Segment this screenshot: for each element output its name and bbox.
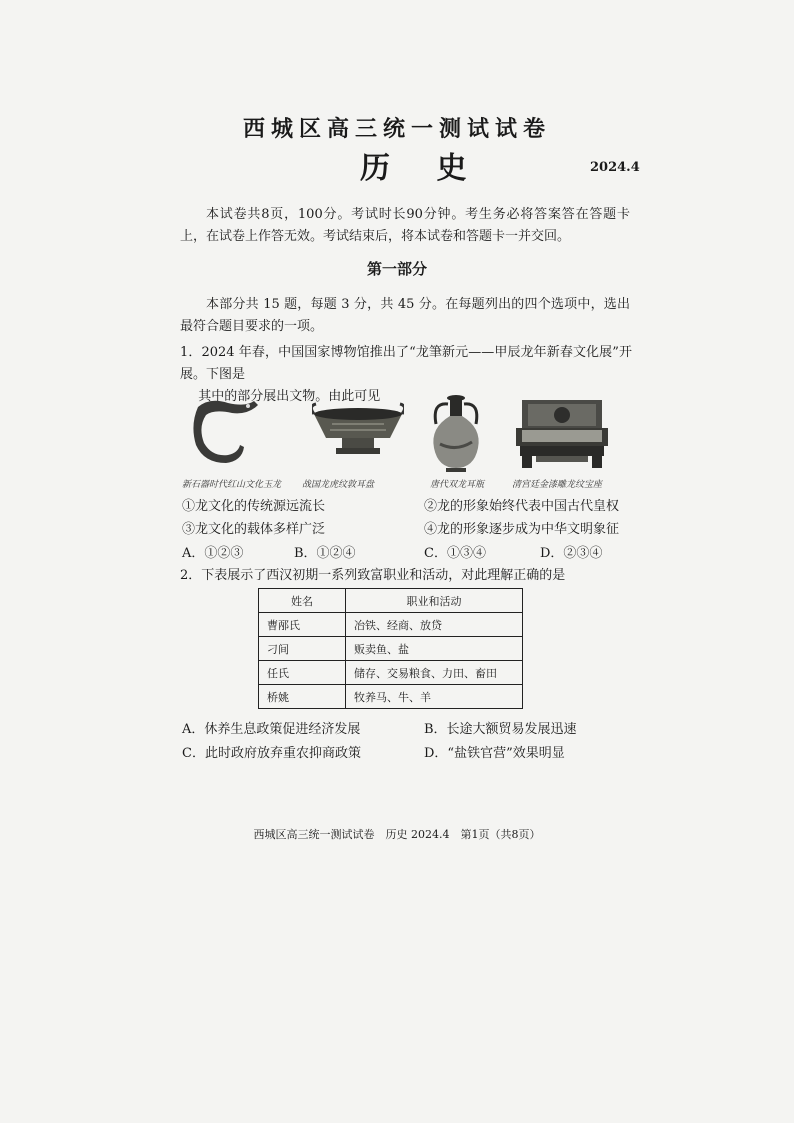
caption-throne: 清宫廷金漆雕龙纹宝座 <box>512 480 603 490</box>
table-cell-name: 刁间 <box>259 637 346 661</box>
caption-tang-vase: 唐代双龙耳瓶 <box>430 480 485 490</box>
table-cell-activity: 牧养马、牛、羊 <box>346 685 523 709</box>
table-header-name: 姓名 <box>259 589 346 613</box>
caption-bronze-plate: 战国龙虎纹敦耳盘 <box>302 480 375 490</box>
bronze-plate-image <box>312 400 404 462</box>
q2-option-a[interactable]: A．休养生息政策促进经济发展 <box>182 722 361 737</box>
caption-jade-dragon: 新石器时代红山文化玉龙 <box>182 480 282 490</box>
question-1-stem-line1: 1．2024 年春，中国国家博物馆推出了“龙筆新元——甲辰龙年新春文化展”开展。下图是 <box>180 345 632 382</box>
throne-image <box>512 398 612 470</box>
q1-option-c[interactable]: C．①③④ <box>424 546 486 561</box>
q1-statement-2: ②龙的形象始终代表中国古代皇权 <box>424 499 620 514</box>
tang-vase-image <box>426 394 486 474</box>
table-row <box>259 613 523 637</box>
table-header-row <box>259 589 523 613</box>
q2-option-b[interactable]: B．长途大额贸易发展迅速 <box>424 722 577 737</box>
q1-option-d[interactable]: D．②③④ <box>540 546 603 561</box>
table-cell-name: 桥姚 <box>259 685 346 709</box>
q1-option-b[interactable]: B．①②④ <box>294 546 356 561</box>
table-cell-activity: 储存、交易粮食、力田、畜田 <box>346 661 523 685</box>
jade-dragon-image <box>188 395 268 467</box>
table-row <box>259 685 523 709</box>
section-intro: 本部分共 15 题，每题 3 分，共 45 分。在每题列出的四个选项中，选出最符合题目要求的一项。 <box>180 297 630 334</box>
table-row <box>259 637 523 661</box>
q1-statement-1: ①龙文化的传统源远流长 <box>182 499 326 514</box>
table-header-activity: 职业和活动 <box>346 589 523 613</box>
table-cell-activity: 贩卖鱼、盐 <box>346 637 523 661</box>
table-cell-name: 任氏 <box>259 661 346 685</box>
table-cell-activity: 冶铁、经商、放贷 <box>346 613 523 637</box>
subject-title: 历 史 <box>360 151 485 186</box>
table-cell-name: 曹邴氏 <box>259 613 346 637</box>
q2-table <box>258 588 523 709</box>
q1-option-a[interactable]: A．①②③ <box>182 546 244 561</box>
table-row <box>259 661 523 685</box>
question-2-stem: 2．下表展示了西汉初期一系列致富职业和活动，对此理解正确的是 <box>180 568 566 583</box>
q2-table-wrapper <box>258 588 523 709</box>
question-1-stem-line2: 其中的部分展出文物。由此可见 <box>198 389 381 404</box>
q2-option-c[interactable]: C．此时政府放弃重农抑商政策 <box>182 746 361 761</box>
exam-date: 2024.4 <box>590 160 640 175</box>
page-footer: 西城区高三统一测试试卷 历史 2024.4 第1页（共8页） <box>253 828 541 841</box>
q1-statement-3: ③龙文化的载体多样广泛 <box>182 522 326 537</box>
q2-option-d[interactable]: D．“盐铁官营”效果明显 <box>424 746 565 761</box>
exam-instructions: 本试卷共8页，100分。考试时长90分钟。考生务必将答案答在答题卡上，在试卷上作答无效。考试结束后，将本试卷和答题卡一并交回。 <box>180 207 630 244</box>
exam-title: 西城区高三统一测试试卷 <box>242 116 551 142</box>
q1-statement-4: ④龙的形象逐步成为中华文明象征 <box>424 522 620 537</box>
section-title: 第一部分 <box>366 260 427 278</box>
